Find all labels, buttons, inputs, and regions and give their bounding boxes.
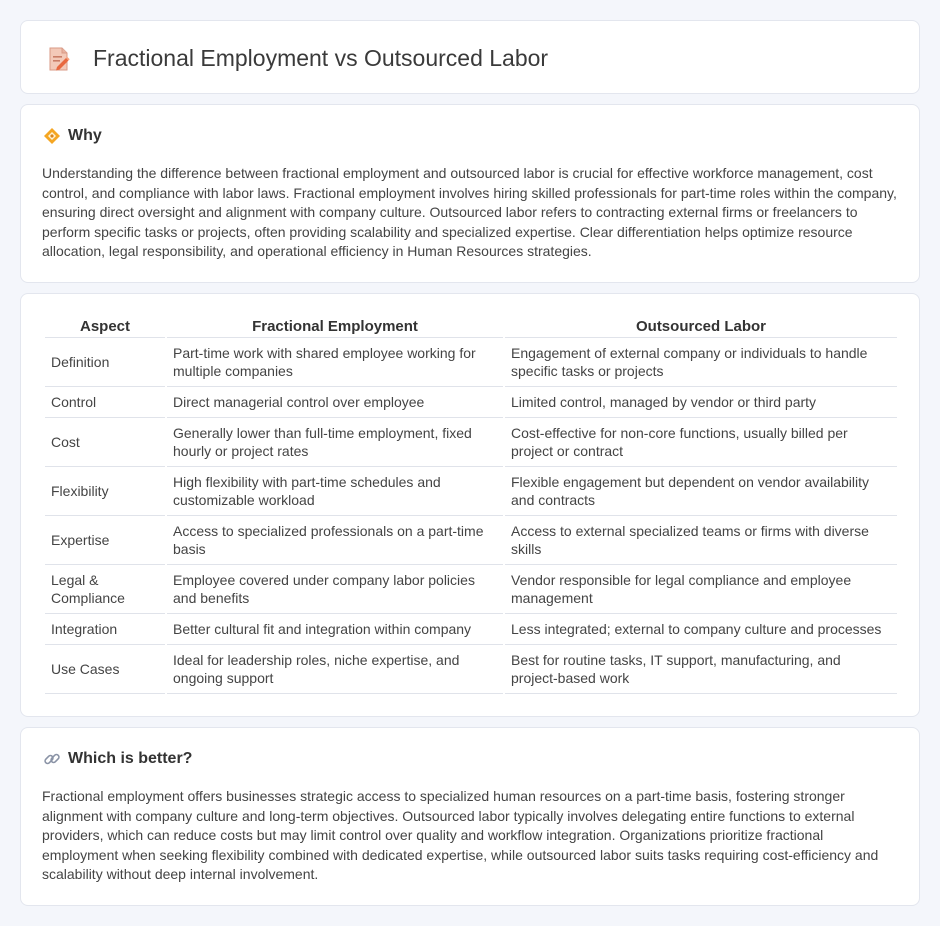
table-row (45, 565, 897, 614)
why-heading: Why (68, 127, 102, 144)
fractional-cell: Direct managerial control over employee (167, 387, 503, 418)
link-icon (43, 750, 61, 768)
aspect-cell: Definition (45, 338, 165, 387)
table-row (45, 516, 897, 565)
table-header-row (45, 316, 897, 338)
outsourced-cell: Access to external specialized teams or firms with diverse skills (505, 516, 897, 565)
better-heading-row (43, 750, 192, 768)
page-title: Fractional Employment vs Outsourced Labor (93, 45, 549, 71)
fractional-cell: Employee covered under company labor policies and benefits (167, 565, 503, 614)
outsourced-cell: Limited control, managed by vendor or third party (505, 387, 897, 418)
outsourced-cell: Vendor responsible for legal compliance and employee management (505, 565, 897, 614)
table-row (45, 614, 897, 645)
fractional-cell: Access to specialized professionals on a part-time basis (167, 516, 503, 565)
outsourced-cell: Less integrated; external to company culture and processes (505, 614, 897, 645)
better-heading: Which is better? (68, 750, 193, 767)
table-row (45, 467, 897, 516)
why-text: Understanding the difference between fractional employment and outsourced labor is crucial for effective workforce management, cost control, and compliance with labor laws. Fractional employment involves hiring skilled professionals for part-time roles within the company, ensuring direct oversight and alignment with company culture. Outsourced labor refers to contracting external firms or freelancers to perform specific tasks or projects, often providing scalability and specialized expertise. Clear differentiation helps optimize resource allocation, legal responsibility, and operational efficiency in Human Resources strategies. (42, 165, 897, 259)
fractional-cell: Part-time work with shared employee working for multiple companies (167, 338, 503, 387)
better-text: Fractional employment offers businesses strategic access to specialized human resources on a part-time basis, fostering stronger alignment with company culture and long-term objectives. Outsourced labor typically involves delegating entire functions to external providers, which can reduce costs but may limit control over quality and workflow integration. Organizations prioritize fractional employment when seeking flexibility combined with dedicated expertise, while outsourced labor suits tasks requiring cost-efficiency and scalability without deep internal involvement. (42, 788, 879, 882)
outsourced-cell: Best for routine tasks, IT support, manufacturing, and project-based work (505, 645, 897, 694)
fractional-cell: Better cultural fit and integration within company (167, 614, 503, 645)
outsourced-cell: Flexible engagement but dependent on vendor availability and contracts (505, 467, 897, 516)
aspect-cell: Legal & Compliance (45, 565, 165, 614)
aspect-cell: Integration (45, 614, 165, 645)
header-aspect: Aspect (45, 316, 165, 338)
header-fractional: Fractional Employment (167, 316, 503, 338)
diamond-icon (43, 127, 61, 145)
document-pencil-icon (47, 46, 71, 72)
aspect-cell: Flexibility (45, 467, 165, 516)
table-row (45, 645, 897, 694)
fractional-cell: Generally lower than full-time employment, fixed hourly or project rates (167, 418, 503, 467)
why-section (20, 104, 920, 283)
table-row (45, 387, 897, 418)
header-outsourced: Outsourced Labor (505, 316, 897, 338)
why-heading-row (43, 127, 102, 145)
aspect-cell: Control (45, 387, 165, 418)
table-row (45, 418, 897, 467)
table-row (45, 338, 897, 387)
header-card (20, 20, 920, 94)
which-is-better-section (20, 727, 920, 906)
fractional-cell: Ideal for leadership roles, niche expertise, and ongoing support (167, 645, 503, 694)
outsourced-cell: Cost-effective for non-core functions, usually billed per project or contract (505, 418, 897, 467)
aspect-cell: Use Cases (45, 645, 165, 694)
fractional-cell: High flexibility with part-time schedules and customizable workload (167, 467, 503, 516)
outsourced-cell: Engagement of external company or individuals to handle specific tasks or projects (505, 338, 897, 387)
aspect-cell: Expertise (45, 516, 165, 565)
aspect-cell: Cost (45, 418, 165, 467)
comparison-card (20, 293, 920, 717)
comparison-table (43, 316, 899, 694)
